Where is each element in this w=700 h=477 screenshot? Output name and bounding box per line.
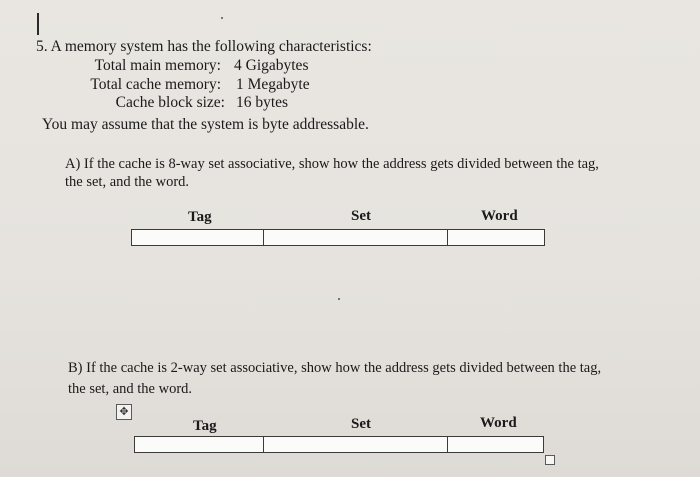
part-a-tag-cell[interactable] — [132, 230, 264, 245]
part-b-address-table — [134, 436, 544, 453]
speck — [338, 298, 340, 300]
part-a-prompt-line2: the set, and the word. — [65, 174, 190, 190]
part-a-set-header: Set — [351, 208, 371, 224]
table-move-handle[interactable]: ✥ — [116, 404, 132, 420]
assumption-text: You may assume that the system is byte addressable. — [42, 116, 369, 133]
question-heading — [36, 38, 372, 56]
question-intro: A memory system has the following characteristics: — [50, 38, 372, 55]
characteristic-label: Total cache memory: — [90, 76, 221, 93]
part-b-set-cell[interactable] — [264, 437, 448, 452]
characteristic-value: 16 bytes — [236, 94, 289, 111]
question-number: 5. — [36, 38, 48, 55]
characteristic-block-size — [0, 94, 400, 114]
characteristic-value: 4 Gigabytes — [234, 57, 309, 74]
part-a-tag-header: Tag — [188, 209, 212, 225]
text-cursor — [37, 13, 39, 35]
part-b-word-header: Word — [480, 415, 517, 431]
characteristic-value: 1 Megabyte — [236, 76, 310, 93]
part-a-word-cell[interactable] — [448, 230, 544, 245]
part-b-tag-header: Tag — [193, 418, 217, 434]
speck — [221, 17, 223, 19]
part-b-set-header: Set — [351, 416, 371, 432]
characteristic-main-memory — [0, 57, 400, 77]
part-b-tag-cell[interactable] — [135, 437, 264, 452]
part-b-prompt-line1: B) If the cache is 2-way set associative, show how the address gets divided between the tag, — [68, 360, 602, 376]
characteristic-label: Cache block size: — [115, 94, 225, 111]
part-a-address-table — [131, 229, 545, 246]
table-resize-handle[interactable] — [545, 455, 555, 465]
characteristic-cache-memory — [0, 76, 400, 96]
characteristic-label: Total main memory: — [94, 57, 221, 74]
part-a-prompt-line1: A) If the cache is 8-way set associative, show how the address gets divided between the tag, — [65, 156, 599, 172]
part-b-word-cell[interactable] — [448, 437, 543, 452]
part-b-prompt-line2: the set, and the word. — [68, 381, 193, 397]
part-a-set-cell[interactable] — [264, 230, 448, 245]
part-a-word-header: Word — [481, 208, 518, 224]
